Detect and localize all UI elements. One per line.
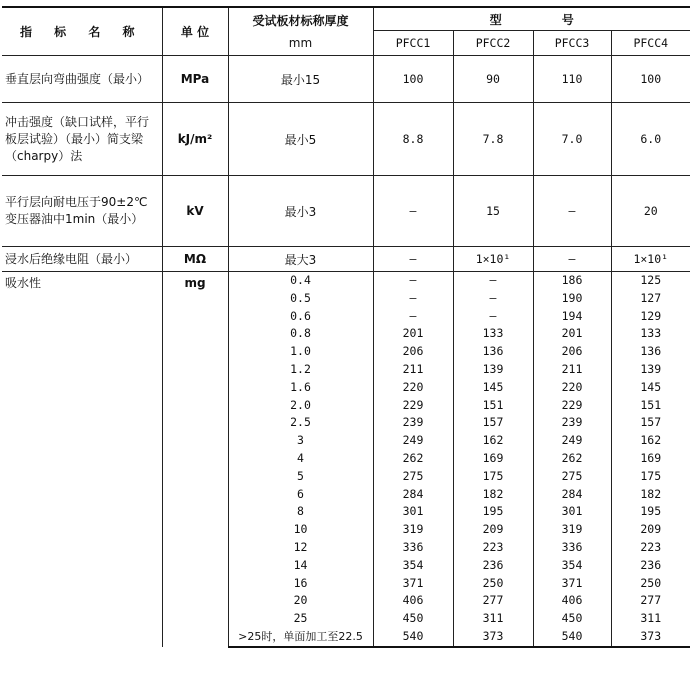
value-cell: — <box>373 176 453 247</box>
value-cell: 145 <box>453 379 533 397</box>
value-cell: — <box>533 247 611 272</box>
value-cell: 450 <box>373 610 453 628</box>
value-cell: 311 <box>453 610 533 628</box>
value-cell: 157 <box>611 414 690 432</box>
value-cell: 236 <box>453 557 533 575</box>
value-cell: 319 <box>373 521 453 539</box>
value-cell: 151 <box>453 397 533 415</box>
value-cell: — <box>453 308 533 326</box>
row-unit: kJ/m² <box>162 103 228 176</box>
value-cell: — <box>373 308 453 326</box>
thickness-cell: 0.5 <box>228 290 373 308</box>
value-cell: — <box>373 247 453 272</box>
model-pfcc3: PFCC3 <box>533 31 611 56</box>
value-cell: 15 <box>453 176 533 247</box>
thickness-cell: 10 <box>228 521 373 539</box>
value-cell: 262 <box>533 450 611 468</box>
value-cell: 220 <box>533 379 611 397</box>
row-name: 垂直层向弯曲强度（最小） <box>2 56 162 103</box>
value-cell: 127 <box>611 290 690 308</box>
value-cell: 162 <box>611 432 690 450</box>
thickness-cell: 1.6 <box>228 379 373 397</box>
value-cell: 195 <box>611 503 690 521</box>
row-thickness: 最小5 <box>228 103 373 176</box>
model-pfcc4: PFCC4 <box>611 31 690 56</box>
value-cell: 211 <box>533 361 611 379</box>
value-cell: 209 <box>611 521 690 539</box>
value-cell: 201 <box>373 325 453 343</box>
value-cell: 450 <box>533 610 611 628</box>
spec-table <box>2 6 690 648</box>
thickness-cell: 0.6 <box>228 308 373 326</box>
value-cell: 220 <box>373 379 453 397</box>
value-cell: 100 <box>373 56 453 103</box>
value-cell: 301 <box>373 503 453 521</box>
water-absorption-unit: mg <box>162 272 228 647</box>
row-unit: MPa <box>162 56 228 103</box>
value-cell: 223 <box>453 539 533 557</box>
value-cell: 194 <box>533 308 611 326</box>
value-cell: 250 <box>611 575 690 593</box>
thickness-cell: 2.5 <box>228 414 373 432</box>
table-row <box>2 176 690 247</box>
value-cell: 157 <box>453 414 533 432</box>
value-cell: 275 <box>373 468 453 486</box>
value-cell: 175 <box>611 468 690 486</box>
value-cell: — <box>373 290 453 308</box>
value-cell: 354 <box>373 557 453 575</box>
value-cell: 110 <box>533 56 611 103</box>
value-cell: 195 <box>453 503 533 521</box>
value-cell: 162 <box>453 432 533 450</box>
table-row <box>2 247 690 272</box>
value-cell: 90 <box>453 56 533 103</box>
value-cell: 136 <box>611 343 690 361</box>
value-cell: 371 <box>373 575 453 593</box>
row-unit: kV <box>162 176 228 247</box>
value-cell: 373 <box>611 628 690 647</box>
value-cell: 277 <box>611 592 690 610</box>
water-absorption-row <box>2 272 690 290</box>
value-cell: 139 <box>611 361 690 379</box>
header-type <box>373 7 690 31</box>
value-cell: 239 <box>373 414 453 432</box>
value-cell: 284 <box>533 486 611 504</box>
header-thickness-label: 受试板材标称厚度 <box>252 13 349 28</box>
value-cell: 1×10¹ <box>611 247 690 272</box>
value-cell: — <box>453 290 533 308</box>
row-thickness: 最小3 <box>228 176 373 247</box>
header-thickness <box>228 7 373 56</box>
value-cell: 311 <box>611 610 690 628</box>
thickness-cell: >25时，单面加工至22.5 <box>228 628 373 647</box>
thickness-cell: 4 <box>228 450 373 468</box>
header-thickness-unit: mm <box>288 35 313 50</box>
thickness-cell: 3 <box>228 432 373 450</box>
value-cell: — <box>453 272 533 290</box>
value-cell: 373 <box>453 628 533 647</box>
row-name: 冲击强度（缺口试样，平行板层试验）（最小）简支梁（charpy）法 <box>2 103 162 176</box>
value-cell: 7.8 <box>453 103 533 176</box>
water-absorption-name: 吸水性 <box>2 272 162 647</box>
header-unit-label: 单 位 <box>180 25 210 39</box>
value-cell: 277 <box>453 592 533 610</box>
value-cell: 249 <box>533 432 611 450</box>
model-pfcc2: PFCC2 <box>453 31 533 56</box>
value-cell: 211 <box>373 361 453 379</box>
header-name <box>2 7 162 56</box>
value-cell: 20 <box>611 176 690 247</box>
value-cell: 301 <box>533 503 611 521</box>
value-cell: 136 <box>453 343 533 361</box>
thickness-cell: 20 <box>228 592 373 610</box>
header-unit <box>162 7 228 56</box>
value-cell: 250 <box>453 575 533 593</box>
value-cell: 223 <box>611 539 690 557</box>
value-cell: 406 <box>533 592 611 610</box>
thickness-cell: 14 <box>228 557 373 575</box>
value-cell: 1×10¹ <box>453 247 533 272</box>
value-cell: 190 <box>533 290 611 308</box>
value-cell: 151 <box>611 397 690 415</box>
thickness-cell: 8 <box>228 503 373 521</box>
table-row <box>2 103 690 176</box>
thickness-cell: 0.8 <box>228 325 373 343</box>
value-cell: 186 <box>533 272 611 290</box>
value-cell: 336 <box>373 539 453 557</box>
row-thickness: 最小15 <box>228 56 373 103</box>
value-cell: 206 <box>533 343 611 361</box>
header-name-label: 指 标 名 称 <box>19 25 144 39</box>
value-cell: 145 <box>611 379 690 397</box>
value-cell: 139 <box>453 361 533 379</box>
value-cell: 209 <box>453 521 533 539</box>
thickness-cell: 12 <box>228 539 373 557</box>
value-cell: 6.0 <box>611 103 690 176</box>
thickness-cell: 16 <box>228 575 373 593</box>
value-cell: 201 <box>533 325 611 343</box>
row-name: 浸水后绝缘电阻（最小） <box>2 247 162 272</box>
thickness-cell: 1.2 <box>228 361 373 379</box>
header-row <box>2 7 690 31</box>
value-cell: 319 <box>533 521 611 539</box>
value-cell: 229 <box>373 397 453 415</box>
thickness-cell: 2.0 <box>228 397 373 415</box>
value-cell: 7.0 <box>533 103 611 176</box>
thickness-cell: 5 <box>228 468 373 486</box>
thickness-cell: 0.4 <box>228 272 373 290</box>
row-unit: MΩ <box>162 247 228 272</box>
value-cell: 169 <box>611 450 690 468</box>
value-cell: — <box>533 176 611 247</box>
value-cell: 182 <box>611 486 690 504</box>
table-row <box>2 56 690 103</box>
value-cell: 133 <box>453 325 533 343</box>
value-cell: 129 <box>611 308 690 326</box>
row-name: 平行层向耐电压于90±2℃变压器油中1min（最小） <box>2 176 162 247</box>
value-cell: 540 <box>373 628 453 647</box>
value-cell: 229 <box>533 397 611 415</box>
thickness-cell: 25 <box>228 610 373 628</box>
value-cell: 175 <box>453 468 533 486</box>
value-cell: 249 <box>373 432 453 450</box>
row-thickness: 最大3 <box>228 247 373 272</box>
value-cell: 8.8 <box>373 103 453 176</box>
value-cell: 371 <box>533 575 611 593</box>
value-cell: 125 <box>611 272 690 290</box>
value-cell: 206 <box>373 343 453 361</box>
value-cell: 406 <box>373 592 453 610</box>
value-cell: 236 <box>611 557 690 575</box>
value-cell: 284 <box>373 486 453 504</box>
thickness-cell: 1.0 <box>228 343 373 361</box>
thickness-cell: 6 <box>228 486 373 504</box>
value-cell: 100 <box>611 56 690 103</box>
value-cell: 169 <box>453 450 533 468</box>
value-cell: 182 <box>453 486 533 504</box>
value-cell: 239 <box>533 414 611 432</box>
value-cell: 133 <box>611 325 690 343</box>
value-cell: 354 <box>533 557 611 575</box>
value-cell: 540 <box>533 628 611 647</box>
value-cell: — <box>373 272 453 290</box>
value-cell: 336 <box>533 539 611 557</box>
value-cell: 262 <box>373 450 453 468</box>
model-pfcc1: PFCC1 <box>373 31 453 56</box>
value-cell: 275 <box>533 468 611 486</box>
header-type-label: 型号 <box>489 12 634 27</box>
